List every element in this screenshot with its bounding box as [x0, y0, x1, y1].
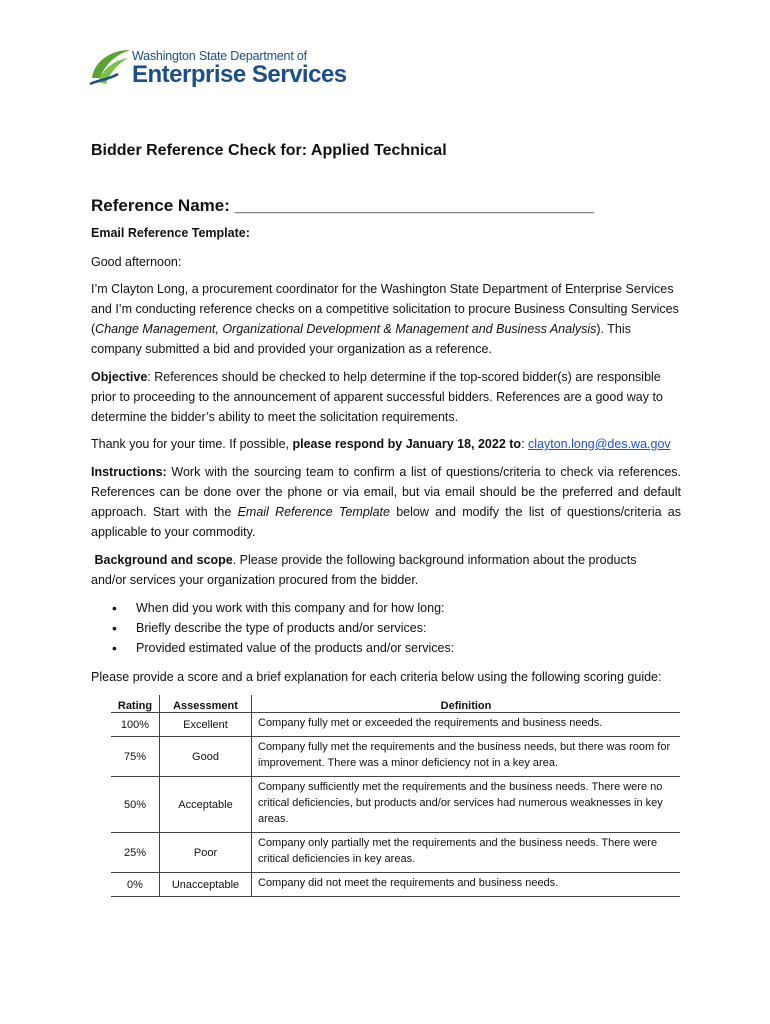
email-link[interactable]: clayton.long@des.wa.gov	[528, 437, 671, 451]
table-header-row	[111, 695, 680, 713]
table-row	[111, 737, 680, 777]
definition-cell: Company did not meet the requirements and business needs.	[252, 873, 681, 897]
instructions-label: Instructions:	[91, 465, 167, 479]
header-definition: Definition	[252, 695, 681, 713]
thanks-text: Thank you for your time. If possible,	[91, 437, 293, 451]
leaf-swoosh-icon	[88, 44, 132, 88]
instructions-paragraph	[91, 462, 681, 542]
list-item: • When did you work with this company and for how long:	[112, 598, 672, 618]
definition-cell: Company fully met the requirements and the business needs, but there was room for improvement. There was a minor deficiency not in a key area.	[252, 737, 681, 777]
table-row	[111, 777, 680, 833]
objective-text: : References should be checked to help determine if the top-scored bidder(s) are responsible prior to proceeding to the announcement of apparent successful bidders. References are a good way to determine the bidder’s ability to meet the solicitation requirements.	[91, 370, 663, 424]
table-row	[111, 873, 680, 897]
rating-cell: 25%	[111, 833, 160, 873]
assessment-cell: Unacceptable	[160, 873, 252, 897]
scoring-guide-table	[111, 695, 680, 897]
header-assessment: Assessment	[160, 695, 252, 713]
definition-cell: Company only partially met the requirements and the business needs. There were critical deficiencies in key areas.	[252, 833, 681, 873]
rating-cell: 50%	[111, 777, 160, 833]
background-label: Background and scope	[94, 553, 233, 567]
thanks-colon: :	[521, 437, 529, 451]
greeting: Good afternoon:	[91, 255, 182, 269]
list-item: • Provided estimated value of the products and/or services:	[112, 638, 672, 658]
rating-cell: 75%	[111, 737, 160, 777]
logo-name-text: Enterprise Services	[132, 61, 347, 88]
scoring-intro: Please provide a score and a brief explanation for each criteria below using the following scoring guide:	[91, 670, 662, 684]
instructions-italic: Email Reference Template	[237, 505, 390, 519]
objective-label: Objective	[91, 370, 148, 384]
rating-cell: 100%	[111, 713, 160, 737]
assessment-cell: Good	[160, 737, 252, 777]
definition-cell: Company sufficiently met the requirements and the business needs. There were no critical deficiencies, but products and/or services had numerous weaknesses in key areas.	[252, 777, 681, 833]
intro-paragraph	[91, 279, 681, 359]
background-questions-list	[112, 598, 672, 658]
definition-cell: Company fully met or exceeded the requirements and business needs.	[252, 713, 681, 737]
intro-italic: Change Management, Organizational Development & Management and Business Analysis	[95, 322, 597, 336]
rating-cell: 0%	[111, 873, 160, 897]
list-item: • Briefly describe the type of products and/or services:	[112, 618, 672, 638]
intro-text-2: ). This company submitted a bid and provided your organization as a reference.	[91, 322, 631, 356]
objective-paragraph	[91, 367, 681, 427]
instructions-text-1: Work with the sourcing team to confirm a list of questions/criteria to check via references. References can be done over the phone or via email, but via email should be the preferred and default approach. Start with the	[91, 465, 681, 519]
background-paragraph	[91, 550, 661, 590]
assessment-cell: Poor	[160, 833, 252, 873]
table-row	[111, 713, 680, 737]
reference-name-line: Reference Name: ______________________________________	[91, 196, 594, 215]
des-logo	[88, 44, 347, 90]
background-text: . Please provide the following background information about the products and/or services your organization procured from the bidder.	[91, 553, 637, 587]
assessment-cell: Acceptable	[160, 777, 252, 833]
thanks-deadline: please respond by January 18, 2022 to	[292, 437, 522, 451]
header-rating: Rating	[111, 695, 160, 713]
template-heading: Email Reference Template:	[91, 226, 250, 240]
thanks-paragraph	[91, 434, 681, 454]
intro-text-1: I’m Clayton Long, a procurement coordinator for the Washington State Department of Enterprise Services and I’m conducting reference checks on a competitive solicitation to procure Business Consulting Services (	[91, 282, 679, 336]
page-title: Bidder Reference Check for: Applied Technical	[91, 142, 447, 159]
table-row	[111, 833, 680, 873]
logo-department-text: Washington State Department of	[132, 49, 307, 63]
instructions-text-2: below and modify the list of questions/criteria as applicable to your commodity.	[91, 505, 681, 539]
assessment-cell: Excellent	[160, 713, 252, 737]
